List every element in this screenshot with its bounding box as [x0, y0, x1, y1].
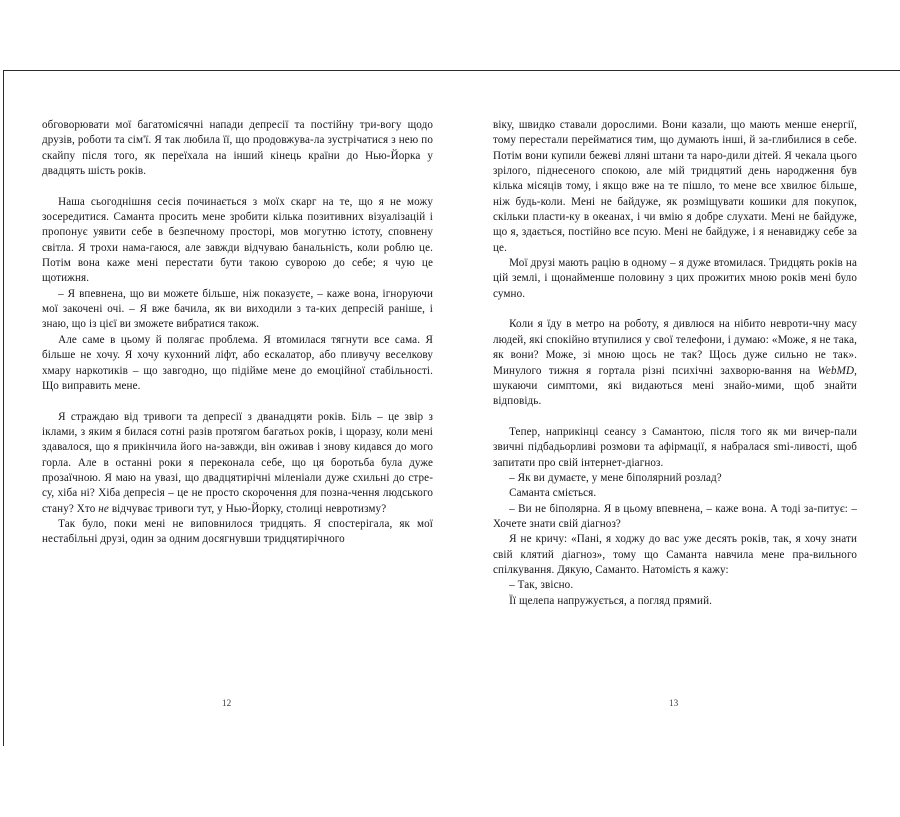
paragraph-text-tail: , шукаючи симптоми, які видаються мені знайо-мими, щоб знайти відповідь.	[493, 364, 857, 408]
paragraph-text-lead: Коли я їду в метро на роботу, я дивлюся на нібито невроти-чну масу людей, які спокійно втупилися у свої телефони, і думаю: «Може, я не така, як вони? Може, зі мною щось не так? Щось дуже сильно не так». Минулого тижня я гортала різні психічні захворю-вання на	[493, 318, 857, 377]
page-number-right: 13	[669, 698, 679, 708]
paragraph: Я не кричу: «Пані, я ходжу до вас уже десять років, так, я хочу знати свій клятий діагноз», тому що Саманта навчила мене пра-вильного спілкування. Дякую, Саманто. Натомість я кажу:	[493, 533, 857, 576]
page-number-left: 12	[222, 698, 232, 708]
paragraph: Але саме в цьому й полягає проблема. Я втомилася тягнути все сама. Я більше не хочу. Я хочу кухонний ліфт, або ескалатор, або пливучу веселкову хмару наркотиків – що завгодно, що підійме мене до емоційної стабільності. Що виправить мене.	[42, 333, 433, 392]
page-columns	[0, 118, 900, 609]
left-page-body	[42, 118, 433, 548]
paragraph: Саманта сміється.	[509, 487, 597, 500]
dialogue-line: – Ви не біполярна. Я в цьому впевнена, – каже вона. А тоді за-питує: – Хочете знати свій діагноз?	[493, 502, 857, 530]
paragraph: віку, швидко ставали дорослими. Вони казали, що мають менше енергії, тому перестали перейматися тим, що думають інші, й за-глибилися в себе. Потім вони купили бежеві лляні штани та наро-дили дітей. Я чекала цього зрілого, піднесеного спокою, але мій тридцятий день народження був кілька місяців тому, і якщо вже на те пішло, то мене все хвилює більше, ніж будь-коли. Мені не байдуже, як розміщувати кошики для покупок, скільки пласти-ку в океанах, і чи вмію я добре слухати. Мені не байдуже, що я, здається, постійно все псую. Мені не байдуже, і я ненавиджу себе за це.	[493, 119, 857, 254]
paragraph: обговорювати мої багатомісячні напади депресії та постійну три-вогу щодо друзів, роботи та сім'ї. Я так любила її, що продовжува-ла зустрічатися з нею по скайпу після того, як переїхала на інший кінець країни до Нью-Йорка у двадцять шість років.	[42, 119, 433, 178]
paragraph-text-tail: відчуває тривоги тут, у Нью-Йорку, столиці невротизму?	[108, 502, 387, 515]
italic-emphasis-ne: не	[98, 502, 109, 515]
paragraph: Наша сьогоднішня сесія починається з моїх скарг на те, що я не можу зосередитися. Саманта просить мене зробити кілька позитивних візуалізацій і пропонує уявити себе в безпечному просторі, мов могутню істоту, сповнену світла. Я трохи нама-гаюся, але завжди відчуваю банальність, коли роблю це. Потім вона каже мені перестати бути такою суворою до себе; я чую це щотижня.	[42, 195, 433, 285]
paragraph-text-lead: Я страждаю від тривоги та депресії з дванадцяти років. Біль – це звір з іклами, з яким я билася сотні разів протягом багатьох років, і щоразу, коли мені здавалося, що я прикінчила його на-завжди, він оживав і знову кидався до мого горла. Але в останні роки я переконала себе, що ця боротьба була дуже прозаїчною. Я маю на увазі, що двадцятирічні міленіали дуже схильні до стре-су, хіба ні? Хіба депресія – це не просто скорочення для позна-чення людського стану? Хто	[42, 410, 433, 515]
italic-brand-webmd: WebMD	[817, 364, 855, 377]
paragraph: Тепер, наприкінці сеансу з Самантою, після того як ми вичер-пали звичні підбадьорливі розмови та афірмації, я набралася smі-ливості, щоб запитати про свій інтернет-діагноз.	[493, 425, 857, 469]
paragraph-with-italic	[42, 410, 433, 517]
paragraph: Мої друзі мають рацію в одному – я дуже втомилася. Тридцять років на цій землі, і щонайменше половину з цих прожитих мною років мені було сумно.	[493, 257, 857, 300]
right-page-body	[493, 118, 857, 609]
page-left	[0, 118, 450, 609]
page-right	[450, 118, 900, 609]
paragraph-with-italic	[493, 317, 857, 409]
paragraph: Так було, поки мені не виповнилося тридцять. Я спостерігала, як мої нестабільні друзі, один за одним досягнувши тридцятирічного	[42, 517, 433, 546]
dialogue-line: – Так, звісно.	[509, 579, 574, 592]
paragraph: – Я впевнена, що ви можете більше, ніж показуєте, – каже вона, ігноруючи мої закочені очі. – Я вже бачила, як ви виходили з та-ких депресій раніше, і знаю, що із цієї ви зможете вибратися також.	[42, 287, 433, 331]
paragraph: Її щелепа напружується, а погляд прямий.	[509, 594, 713, 607]
dialogue-line: – Як ви думаєте, у мене біполярний розлад?	[509, 471, 722, 484]
top-rule-divider	[3, 70, 900, 71]
